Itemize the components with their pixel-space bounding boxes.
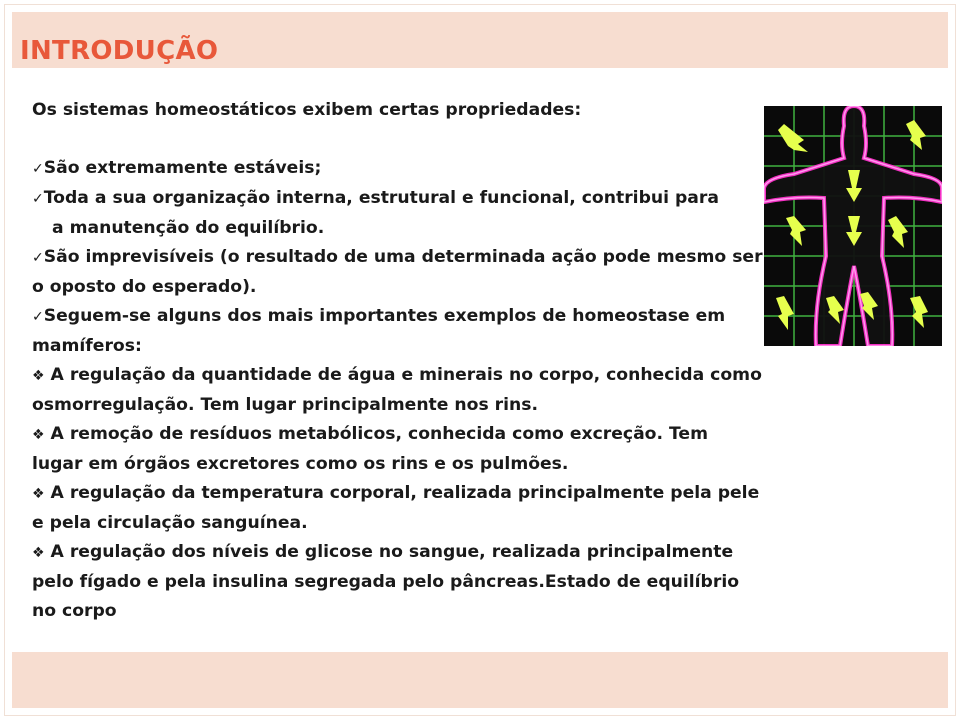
line-text: São imprevisíveis (o resultado de uma determinada ação pode mesmo ser [43, 247, 763, 267]
slide-title: INTRODUÇÃO [20, 36, 219, 66]
checkmark-bullet-item [32, 302, 792, 332]
line-text: lugar em órgãos excretores como os rins e os pulmões. [32, 454, 569, 474]
diamond-bullet-icon: ❖ [32, 427, 45, 443]
line-text: e pela circulação sanguínea. [32, 513, 308, 533]
checkmark-icon: ✓ [32, 161, 44, 177]
line-text: o oposto do esperado). [32, 277, 257, 297]
text-line [32, 509, 792, 538]
homeostasis-body-figure-icon [764, 106, 942, 346]
checkmark-icon: ✓ [32, 250, 44, 266]
slide-body [32, 96, 792, 626]
line-text: A regulação dos níveis de glicose no sangue, realizada principalmente [50, 542, 734, 562]
text-line [32, 450, 792, 479]
checkmark-bullet-item [32, 243, 792, 273]
text-line [32, 391, 792, 420]
checkmark-icon: ✓ [32, 191, 44, 207]
line-text: osmorregulação. Tem lugar principalmente nos rins. [32, 395, 539, 415]
text-line [32, 214, 792, 243]
line-text: Os sistemas homeostáticos exibem certas propriedades: [32, 100, 582, 120]
text-line [32, 597, 792, 626]
checkmark-icon: ✓ [32, 309, 44, 325]
line-text: São extremamente estáveis; [43, 158, 322, 178]
line-text: Toda a sua organização interna, estrutural e funcional, contribui para [43, 188, 719, 208]
line-text: no corpo [32, 601, 117, 621]
line-text: a manutenção do equilíbrio. [52, 218, 325, 238]
diamond-bullet-icon: ❖ [32, 486, 45, 502]
footer-band [12, 652, 948, 708]
blank-line [32, 125, 792, 154]
diamond-bullet-icon: ❖ [32, 368, 45, 384]
line-text: A regulação da temperatura corporal, realizada principalmente pela pele [50, 483, 760, 503]
diamond-bullet-item [32, 361, 792, 391]
text-line [32, 273, 792, 302]
diamond-bullet-item [32, 420, 792, 450]
diamond-bullet-icon: ❖ [32, 545, 45, 561]
line-text: mamíferos: [32, 336, 142, 356]
checkmark-bullet-item [32, 184, 792, 214]
text-line [32, 332, 792, 361]
line-text: pelo fígado e pela insulina segregada pelo pâncreas.Estado de equilíbrio [32, 572, 740, 592]
line-text: A regulação da quantidade de água e minerais no corpo, conhecida como [50, 365, 762, 385]
line-text: A remoção de resíduos metabólicos, conhecida como excreção. Tem [50, 424, 709, 444]
line-text: Seguem-se alguns dos mais importantes exemplos de homeostase em [43, 306, 726, 326]
diamond-bullet-item [32, 538, 792, 568]
diamond-bullet-item [32, 479, 792, 509]
text-line [32, 96, 792, 125]
checkmark-bullet-item [32, 154, 792, 184]
text-line [32, 568, 792, 597]
